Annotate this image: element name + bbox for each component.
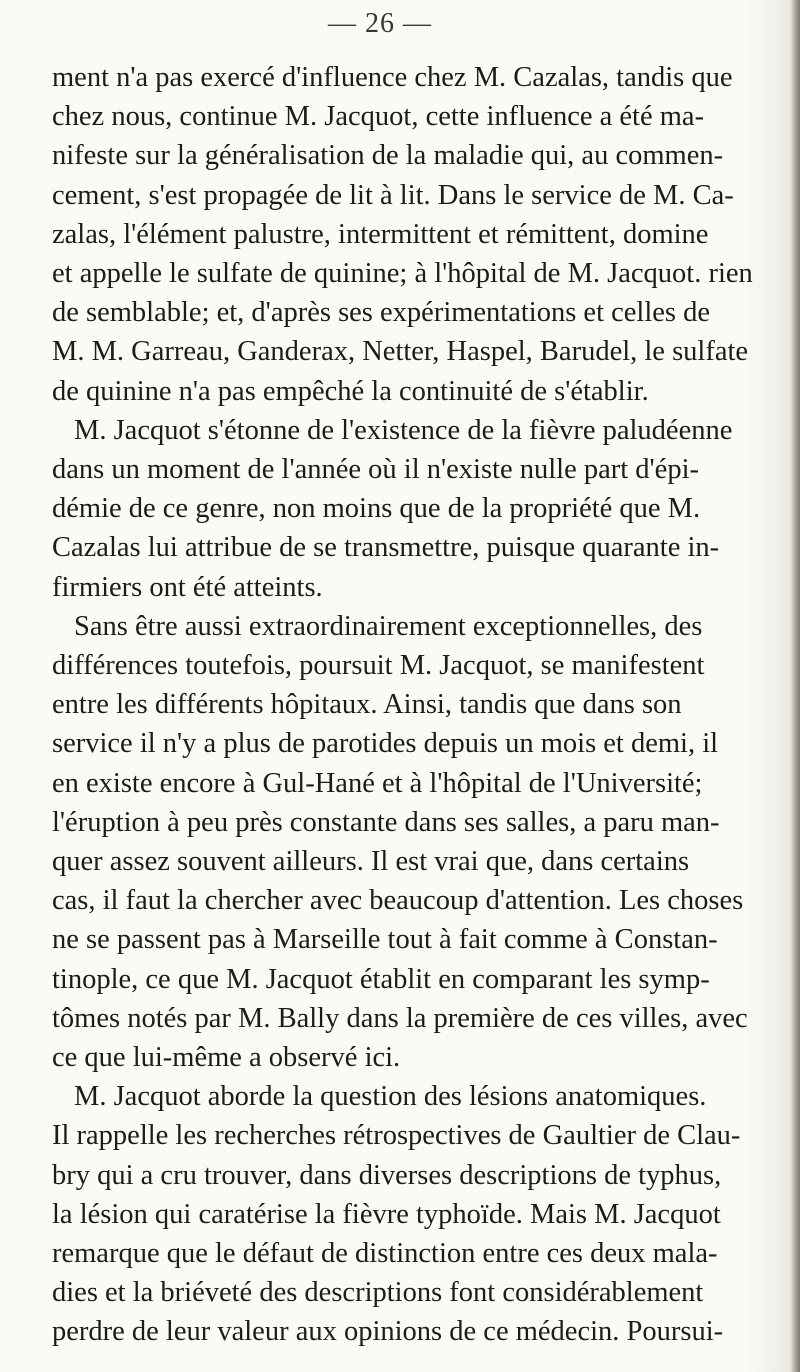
text-line: de semblable; et, d'après ses expérimentations et celles de — [52, 297, 711, 329]
text-line: M. M. Garreau, Ganderax, Netter, Haspel, Barudel, le sulfate — [52, 336, 749, 368]
page-edge-shadow — [790, 0, 800, 1372]
text-line: dies et la briéveté des descriptions font considérablement — [52, 1277, 704, 1309]
text-line: ce que lui-même a observé ici. — [52, 1042, 401, 1073]
text-line: de quinine n'a pas empêché la continuité de s'établir. — [52, 375, 649, 407]
text-line: Il rappelle les recherches rétrospectives de Gaultier de Clau- — [52, 1120, 741, 1152]
text-line: tinople, ce que M. Jacquot établit en comparant les symp- — [52, 963, 710, 995]
text-line: firmiers ont été atteints. — [52, 571, 323, 603]
text-line: M. Jacquot s'étonne de l'existence de la fièvre paludéenne — [74, 414, 733, 446]
text-line: remarque que le défaut de distinction entre ces deux mala- — [52, 1238, 718, 1269]
text-line: dans un moment de l'année où il n'existe nulle part d'épi- — [52, 454, 699, 485]
text-line: cas, il faut la chercher avec beaucoup d'attention. Les choses — [52, 885, 744, 917]
text-line: ne se passent pas à Marseille tout à fait comme à Constan- — [52, 924, 718, 956]
text-line: en existe encore à Gul-Hané et à l'hôpital de l'Université; — [52, 767, 703, 799]
text-line: l'éruption à peu près constante dans ses salles, a paru man- — [52, 806, 720, 838]
text-line: démie de ce genre, non moins que de la propriété que M. — [52, 493, 701, 525]
text-line: quer assez souvent ailleurs. Il est vrai que, dans certains — [52, 846, 690, 877]
text-line: la lésion qui caratérise la fièvre typhoïde. Mais M. Jacquot — [52, 1198, 721, 1230]
text-line: perdre de leur valeur aux opinions de ce médecin. Poursui- — [52, 1316, 724, 1348]
text-line: M. Jacquot aborde la question des lésions anatomiques. — [74, 1081, 707, 1113]
text-line: bry qui a cru trouver, dans diverses descriptions de typhus, — [52, 1159, 722, 1191]
text-line: entre les différents hôpitaux. Ainsi, tandis que dans son — [52, 689, 682, 721]
text-line: tômes notés par M. Bally dans la première de ces villes, avec — [52, 1002, 748, 1034]
text-line: nifeste sur la généralisation de la maladie qui, au commen- — [52, 140, 724, 172]
text-line: et appelle le sulfate de quinine; à l'hôpital de M. Jacquot. rien — [52, 258, 753, 289]
text-line: zalas, l'élément palustre, intermittent et rémittent, domine — [52, 218, 709, 250]
page-number: — 26 — — [328, 8, 432, 39]
text-line: Cazalas lui attribue de se transmettre, puisque quarante in- — [52, 532, 720, 564]
text-line: service il n'y a plus de parotides depuis un mois et demi, il — [52, 728, 719, 760]
text-line: ment n'a pas exercé d'influence chez M. Cazalas, tandis que — [52, 62, 733, 93]
text-line: Sans être aussi extraordinairement exceptionnelles, des — [74, 610, 703, 642]
text-line: cement, s'est propagée de lit à lit. Dans le service de M. Ca- — [52, 179, 734, 211]
text-line: différences toutefois, poursuit M. Jacquot, se manifestent — [52, 650, 705, 681]
text-line: chez nous, continue M. Jacquot, cette influence a été ma- — [52, 101, 705, 133]
